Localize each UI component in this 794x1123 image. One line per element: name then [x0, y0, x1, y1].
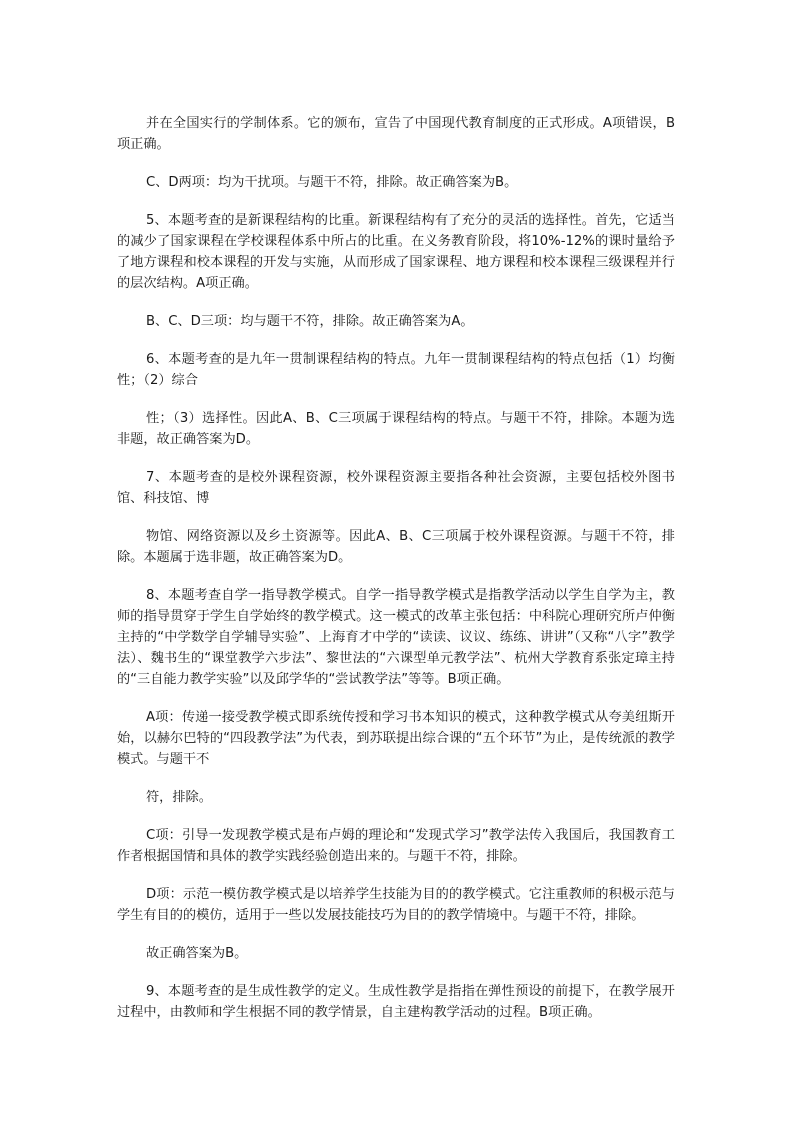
paragraph-2: C、D两项：均为干扰项。与题干不符，排除。故正确答案为B。: [146, 175, 518, 190]
document-body: [117, 113, 675, 1040]
paragraph-7: 7、本题考查的是校外课程资源，校外课程资源主要指各种社会资源，主要包括校外图书馆、科技馆、博: [117, 470, 675, 506]
paragraph-4: B、C、D三项：均与题干不符，排除。故正确答案为A。: [146, 314, 474, 329]
paragraph-6: 性；（3）选择性。因此A、B、C三项属于课程结构的特点。与题干不符，排除。本题为选非题，故正确答案为D。: [117, 411, 675, 447]
paragraph-8: 物馆、网络资源以及乡土资源等。因此A、B、C三项属于校外课程资源。与题干不符，排除。本题属于选非题，故正确答案为D。: [117, 529, 675, 565]
paragraph-12: C项：引导一发现教学模式是布卢姆的理论和“发现式学习”教学法传入我国后，我国教育工作者根据国情和具体的教学实践经验创造出来的。与题干不符，排除。: [117, 828, 675, 864]
paragraph-9: 8、本题考查自学一指导教学模式。自学一指导教学模式是指教学活动以学生自学为主，教师的指导贯穿于学生自学始终的教学模式。这一模式的改革主张包括：中科院心理研究所卢仲衡主持的“中学数学自学辅导实验”、上海育才中学的“读读、议议、练练、讲讲”（又称“八字”教学法）、魏书生的“课堂教学六步法”、黎世法的“六课型单元教学法”、杭州大学教育系张定璋主持的“三自能力教学实验”以及邱学华的“尝试教学法”等等。B项正确。: [117, 588, 675, 687]
paragraph-14: 故正确答案为B。: [146, 946, 248, 961]
paragraph-15: 9、本题考查的是生成性教学的定义。生成性教学是指指在弹性预设的前提下，在教学展开过程中，由教师和学生根据不同的教学情景，自主建构教学活动的过程。B项正确。: [117, 984, 675, 1020]
paragraph-3: 5、本题考查的是新课程结构的比重。新课程结构有了充分的灵活的选择性。首先，它适当的减少了国家课程在学校课程体系中所占的比重。在义务教育阶段，将10%-12%的课时量给予了地方课程和校本课程的开发与实施，从而形成了国家课程、地方课程和校本课程三级课程并行的层次结构。A项正确。: [117, 213, 675, 291]
paragraph-13: D项：示范一模仿教学模式是以培养学生技能为目的的教学模式。它注重教师的积极示范与学生有目的的模仿，适用于一些以发展技能技巧为目的的教学情境中。与题干不符，排除。: [117, 887, 675, 923]
paragraph-5: 6、本题考查的是九年一贯制课程结构的特点。九年一贯制课程结构的特点包括（1）均衡性；（2）综合: [117, 352, 675, 388]
paragraph-11: 符，排除。: [146, 790, 212, 805]
paragraph-10: A项：传递一接受教学模式即系统传授和学习书本知识的模式，这种教学模式从夸美纽斯开始，以赫尔巴特的“四段教学法”为代表，到苏联提出综合课的“五个环节”为止，是传统派的教学模式。与题干不: [117, 710, 675, 767]
paragraph-1: 并在全国实行的学制体系。它的颁布，宣告了中国现代教育制度的正式形成。A项错误，B项正确。: [117, 116, 675, 152]
